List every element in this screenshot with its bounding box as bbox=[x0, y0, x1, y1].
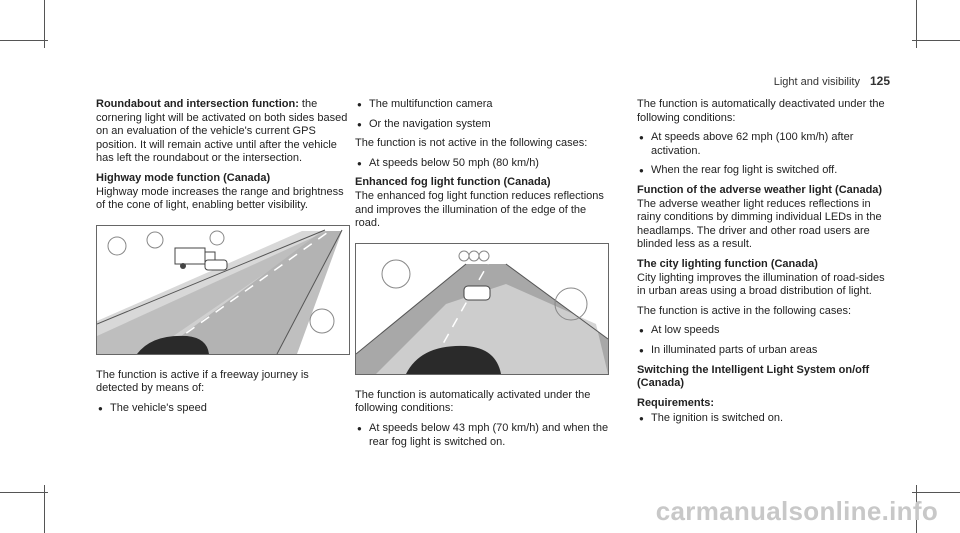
highway-heading: Highway mode function (Canada) bbox=[96, 171, 271, 184]
adverse-paragraph bbox=[637, 184, 892, 252]
col3-bullets-mid bbox=[637, 324, 892, 357]
column-3 bbox=[637, 98, 892, 432]
col1-bullets bbox=[96, 402, 351, 416]
roundabout-heading: Roundabout and intersection function: bbox=[96, 98, 299, 110]
col2-bullets-top bbox=[355, 98, 610, 131]
city-paragraph bbox=[637, 258, 892, 299]
fog-paragraph bbox=[355, 176, 610, 230]
req-paragraph bbox=[637, 397, 892, 411]
city-heading: The city lighting function (Canada) bbox=[637, 257, 818, 270]
page-number: 125 bbox=[869, 74, 890, 88]
highway-paragraph bbox=[96, 172, 351, 213]
fog-light-illustration bbox=[355, 243, 609, 375]
list-item: ● The vehicle's speed bbox=[96, 402, 351, 416]
list-item: ● In illuminated parts of urban areas bbox=[637, 344, 892, 358]
fog-text: The enhanced fog light function reduces reflections and improves the illumination of the edge of the road. bbox=[355, 189, 604, 230]
list-item: ● Or the navigation system bbox=[355, 118, 610, 132]
req-heading: Requirements: bbox=[637, 396, 715, 409]
col2-bullets-bottom bbox=[355, 422, 610, 449]
crop-mark bbox=[912, 40, 960, 41]
list-item: ● At speeds above 62 mph (100 km/h) after activation. bbox=[637, 131, 892, 158]
auto-active-text: The function is automatically activated under the following conditions: bbox=[355, 388, 591, 415]
col3-bullets-top bbox=[637, 131, 892, 178]
auto-deact-text: The function is automatically deactivated under the following conditions: bbox=[637, 98, 885, 124]
adverse-heading: Function of the adverse weather light (Canada) bbox=[637, 183, 883, 196]
list-item: ● The ignition is switched on. bbox=[637, 412, 892, 426]
crop-mark bbox=[0, 40, 48, 41]
highway-text: Highway mode increases the range and brightness of the cone of light, enabling better visibility. bbox=[96, 185, 344, 212]
roundabout-text: the cornering light will be activated on both sides based on an evaluation of the vehicle's current GPS position. It will remain active until after the vehicle has left the roundabout or the intersection. bbox=[96, 98, 348, 165]
switch-paragraph bbox=[637, 364, 892, 391]
col3-bullets-bottom bbox=[637, 412, 892, 426]
roundabout-paragraph bbox=[96, 98, 351, 166]
list-item: ● At speeds below 43 mph (70 km/h) and when the rear fog light is switched on. bbox=[355, 422, 610, 449]
column-1 bbox=[96, 98, 351, 422]
active-text: The function is active if a freeway journey is detected by means of: bbox=[96, 368, 309, 395]
list-item: ● The multifunction camera bbox=[355, 98, 610, 112]
highway-illustration bbox=[96, 225, 350, 355]
switch-heading: Switching the Intelligent Light System on/off (Canada) bbox=[637, 363, 870, 390]
section-title: Light and visibility bbox=[773, 76, 860, 88]
crop-mark bbox=[912, 492, 960, 493]
city-active-text: The function is active in the following cases: bbox=[637, 304, 852, 317]
fog-heading: Enhanced fog light function (Canada) bbox=[355, 176, 551, 189]
adverse-text: The adverse weather light reduces reflections in rainy conditions by dimming individual LEDs in the headlamps. The driver and other road users are blinded less as a result. bbox=[637, 197, 882, 251]
crop-mark bbox=[0, 492, 48, 493]
col2-bullets-mid bbox=[355, 157, 610, 171]
city-text: City lighting improves the illumination of road-sides in urban areas using a broad distribution of light. bbox=[637, 271, 885, 298]
page-header bbox=[774, 74, 890, 88]
column-2 bbox=[355, 98, 610, 455]
not-active-text: The function is not active in the following cases: bbox=[355, 137, 588, 150]
list-item: ● At speeds below 50 mph (80 km/h) bbox=[355, 157, 610, 171]
list-item: ● At low speeds bbox=[637, 324, 892, 338]
list-item: ● When the rear fog light is switched off. bbox=[637, 164, 892, 178]
watermark: carmanualsonline.info bbox=[655, 496, 938, 526]
